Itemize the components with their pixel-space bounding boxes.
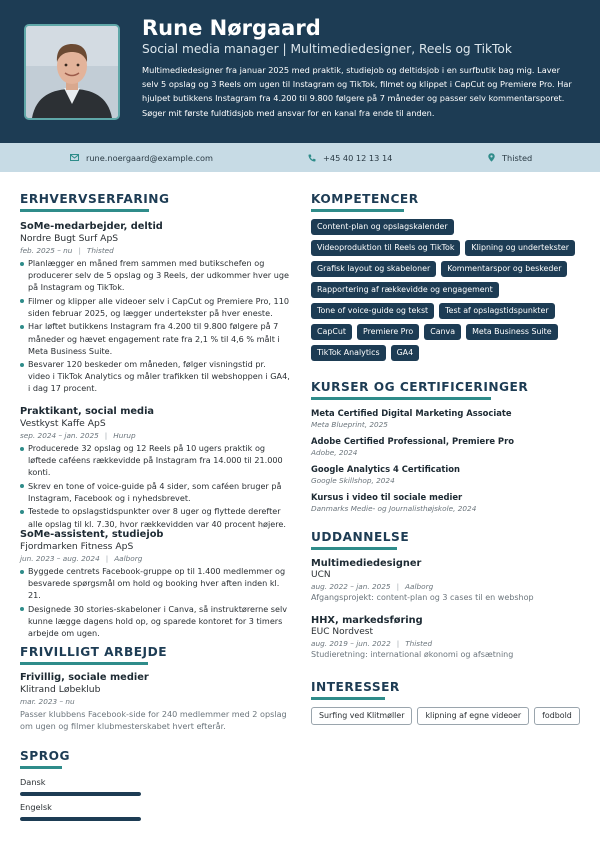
course-title: Meta Certified Digital Marketing Associate [311,408,512,418]
job-meta: jun. 2023 – aug. 2024 | Aalborg [20,554,143,563]
experience-item [20,406,290,531]
section-rule [311,697,385,700]
language-level-fill [20,792,141,796]
job-meta: feb. 2025 – nu | Thisted [20,246,114,255]
course-item [311,436,581,457]
section-rule [311,547,397,550]
volunteer-title: Frivillig, sociale medier [20,672,149,683]
job-title: SoMe-medarbejder, deltid [20,221,163,232]
job-location: Hurup [113,431,136,440]
bullet: Producerede 32 opslag og 12 Reels på 10 ugers praktik og løftede caféens rækkevidde på Instagram fra 14.000 til 21.000 konti. [20,442,290,478]
education-meta: aug. 2022 – jan. 2025 | Aalborg [311,582,434,591]
education-institution: UCN [311,570,331,580]
volunteer-item [20,672,290,732]
skill-tag: Canva [424,324,461,340]
section-rule [20,766,62,769]
course-title: Google Analytics 4 Certification [311,464,460,474]
education-note: Afgangsprojekt: content-plan og 3 cases til en webshop [311,593,534,602]
course-item [311,464,581,485]
section-title: ERHVERVSERFARING [20,192,170,206]
candidate-headline: Social media manager | Multimediedesigner, Reels og TikTok [142,42,512,56]
section-title: KURSER OG CERTIFICERINGER [311,380,529,394]
phone-text: +45 40 12 13 14 [323,152,393,163]
section-title: UDDANNELSE [311,530,410,544]
job-dates: feb. 2025 – nu [20,246,73,255]
experience-item [20,529,290,641]
language-name: Dansk [20,777,46,787]
profile-summary: Multimediedesigner fra januar 2025 med praktik, studiejob og deltidsjob i en surfbutik bag mig. Laver selv 5 opslag og 3 Reels om ugen til Instagram og TikTok, filmet og klippet i CapCut og Premiere Pro. Har hjulpet butikkens Instagram fra 4.200 til 9.800 følgere på 7 måneder og passer selv kommentarsporet. Søger mit første fuldtidsjob med ansvar for en kanal fra ende til anden. [142,65,572,118]
skills-list [311,219,581,361]
interests-list [311,707,580,725]
volunteer-dates: mar. 2023 – nu [20,697,75,706]
section-rule [311,397,491,400]
education-item [311,615,581,659]
skill-tag: Premiere Pro [357,324,419,340]
experience-item [20,221,290,396]
course-item [311,492,581,513]
skill-tag: Tone of voice-guide og tekst [311,303,434,319]
course-meta: Danmarks Medie- og Journalisthøjskole, 2024 [311,504,477,513]
job-bullets [20,565,290,639]
contact-email[interactable] [70,143,213,172]
candidate-name: Rune Nørgaard [142,16,321,40]
section-title: KOMPETENCER [311,192,419,206]
language-name: Engelsk [20,802,52,812]
section-title: INTERESSER [311,680,400,694]
bullet: Designede 30 stories-skabeloner i Canva, så instruktørerne selv kunne lægge dagens hold op, og sparede kontoret for 3 timers arbejde om ugen. [20,603,290,639]
map-pin-icon [488,153,495,162]
education-meta: aug. 2019 – jun. 2022 | Thisted [311,639,433,648]
phone-icon [308,154,316,162]
mail-icon [70,154,79,161]
skill-tag: Test af opslagstidspunkter [439,303,554,319]
profile-photo [24,24,120,120]
contact-location [488,143,532,172]
language-item [20,777,141,796]
bullet: Har løftet butikkens Instagram fra 4.200 til 9.800 følgere på 7 måneder og hævet engagement rate fra 2,1 % til 4,6 % målt i Meta Business Suite. [20,320,290,356]
course-title: Kursus i video til sociale medier [311,492,463,502]
section-volunteer [20,645,168,665]
course-title: Adobe Certified Professional, Premiere Pro [311,436,514,446]
section-interests [311,680,400,700]
bullet: Filmer og klipper alle videoer selv i CapCut og Premiere Pro, 110 siden februar 2025, og lægger undertekster på hver eneste. [20,295,290,319]
job-dates: jun. 2023 – aug. 2024 [20,554,100,563]
education-dates: aug. 2019 – jun. 2022 [311,639,391,648]
section-languages [20,749,70,769]
course-meta: Adobe, 2024 [311,448,358,457]
education-location: Thisted [405,639,433,648]
interest-tag: fodbold [534,707,580,725]
course-meta: Meta Blueprint, 2025 [311,420,388,429]
language-level-bar [20,792,141,796]
skill-tag: Rapportering af rækkevidde og engagement [311,282,499,298]
skill-tag: Videoproduktion til Reels og TikTok [311,240,460,256]
education-title: HHX, markedsføring [311,615,423,626]
skill-tag: Grafisk layout og skabeloner [311,261,436,277]
education-note: Studieretning: international økonomi og afsætning [311,650,514,659]
section-education [311,530,410,550]
job-title: Praktikant, social media [20,406,155,417]
email-text: rune.noergaard@example.com [86,152,214,163]
skill-tag: Kommentarspor og beskeder [441,261,567,277]
section-title: FRIVILLIGT ARBEJDE [20,645,168,659]
location-text: Thisted [502,152,533,163]
bullet: Byggede centrets Facebook-gruppe op til 1.400 medlemmer og besvarede spørgsmål om hold og booking hver aften inden kl. 21. [20,565,290,601]
job-company: Nordre Bugt Surf ApS [20,233,119,244]
section-rule [20,209,149,212]
language-item [20,802,141,821]
education-location: Aalborg [405,582,434,591]
education-title: Multimediedesigner [311,558,422,569]
job-bullets [20,442,290,530]
skill-tag: CapCut [311,324,352,340]
section-experience [20,192,170,212]
language-level-fill [20,817,141,821]
job-bullets [20,257,290,395]
section-skills [311,192,419,212]
bullet: Testede to opslagstidspunkter over 8 uger og flyttede derefter alle opslag til kl. 7.30, hvor rækkevidden var 40 procent højere. [20,505,290,529]
skill-tag: TikTok Analytics [311,345,386,361]
volunteer-org: Klitrand Løbeklub [20,684,101,695]
education-institution: EUC Nordvest [311,627,373,637]
bullet: Besvarer 120 beskeder om måneden, følger visningstid pr. video i TikTok Analytics og måler trafikken til webshoppen i GA4, i dag 17 procent. [20,358,290,394]
profile-photo-image [26,26,118,118]
section-rule [20,662,148,665]
bullet: Skrev en tone of voice-guide på 4 sider, som caféen bruger på Instagram, Facebook og i nyhedsbrevet. [20,480,290,504]
section-title: SPROG [20,749,70,763]
job-meta: sep. 2024 – jan. 2025 | Hurup [20,431,136,440]
course-meta: Google Skillshop, 2024 [311,476,395,485]
education-dates: aug. 2022 – jan. 2025 [311,582,391,591]
contact-phone[interactable] [308,143,392,172]
job-company: Vestkyst Kaffe ApS [20,418,106,429]
skill-tag: GA4 [391,345,420,361]
section-courses [311,380,529,400]
skill-tag: Klipning og undertekster [465,240,575,256]
bullet: Planlægger en måned frem sammen med butikschefen og producerer selv de 5 opslag og 3 Reels, der udkommer hver uge på Instagram og TikTok. [20,257,290,293]
skill-tag: Content-plan og opslagskalender [311,219,454,235]
job-location: Aalborg [114,554,143,563]
header [0,0,600,143]
language-level-bar [20,817,141,821]
job-dates: sep. 2024 – jan. 2025 [20,431,99,440]
job-company: Fjordmarken Fitness ApS [20,541,134,552]
job-location: Thisted [86,246,114,255]
education-item [311,558,581,602]
interest-tag: Surfing ved Klitmøller [311,707,412,725]
volunteer-text: Passer klubbens Facebook-side for 240 medlemmer med 2 opslag om ugen og filmer klubmesterskabet hvert efterår. [20,709,287,732]
job-title: SoMe-assistent, studiejob [20,529,164,540]
interest-tag: klipning af egne videoer [417,707,529,725]
skill-tag: Meta Business Suite [466,324,558,340]
course-item [311,408,581,429]
contact-bar [0,143,600,172]
section-rule [311,209,404,212]
